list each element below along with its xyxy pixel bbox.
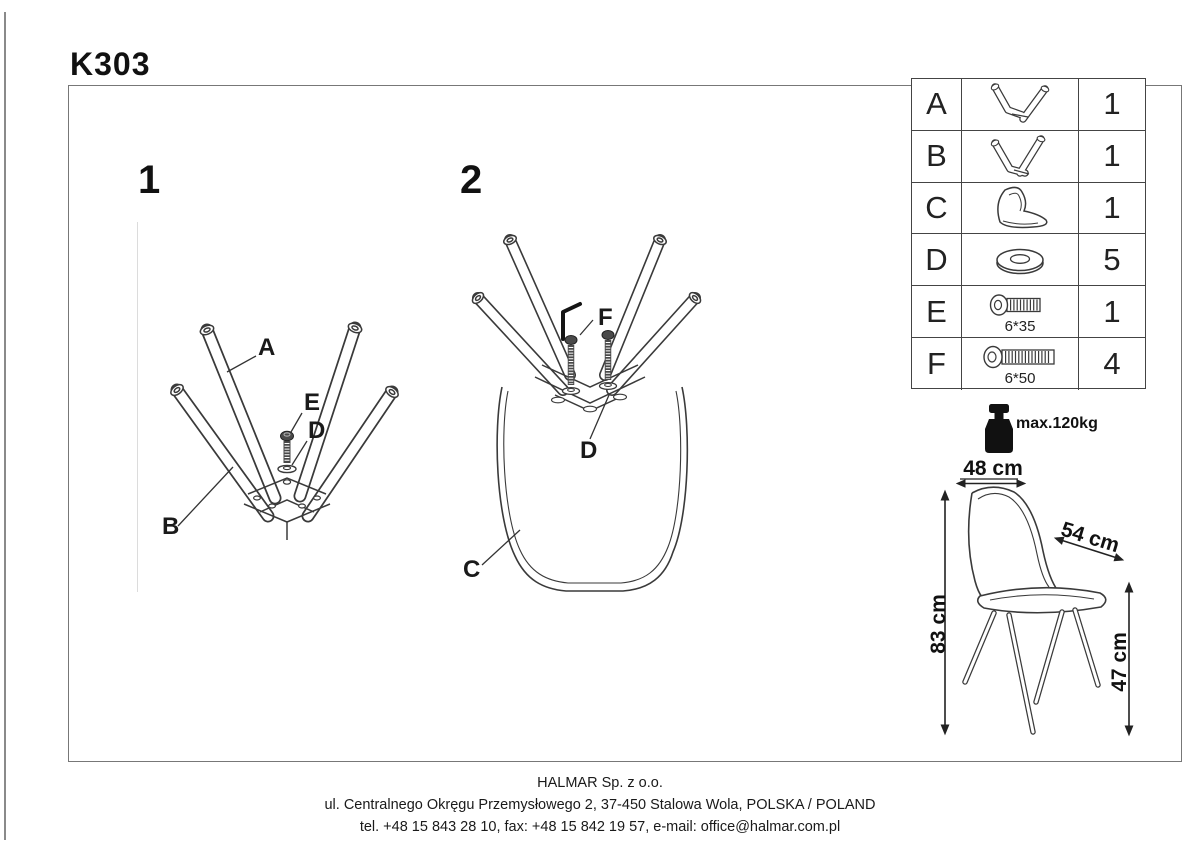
bolt-short-icon [965, 289, 1075, 321]
leg-tip-caps [470, 234, 702, 306]
washer-icon [965, 235, 1075, 285]
part-qty: 1 [1103, 86, 1121, 122]
table-cell-part-qty [1079, 286, 1145, 338]
dimension-width-label: 48 cm [963, 457, 1023, 480]
seat-shell-icon [965, 183, 1075, 233]
part-letter: E [926, 293, 947, 329]
table-cell-part-qty [1079, 183, 1145, 235]
part-qty: 1 [1103, 189, 1121, 225]
table-cell-part-letter [912, 79, 962, 131]
chair-legs-outline [965, 610, 1098, 732]
weight-limit-label: max.120kg [1016, 415, 1098, 432]
bolt-e-with-washer [278, 431, 296, 472]
front-legs-pair-icon [965, 80, 1075, 128]
footer-company: HALMAR Sp. z o.o. [537, 775, 663, 791]
part-label-e: E [304, 389, 321, 416]
bolts-f-with-washers [563, 331, 617, 395]
table-cell-part-qty [1079, 338, 1145, 390]
part-letter: B [926, 138, 947, 174]
step-1-assembly-diagram [120, 160, 420, 610]
dimension-depth-label: 54 cm [1058, 517, 1122, 558]
leg-tubes-outline [478, 240, 695, 390]
leg-tubes-fill [478, 240, 695, 390]
footer [0, 772, 1200, 838]
seat-shell-outline [497, 387, 687, 591]
chair-dimensions-diagram [930, 455, 1180, 765]
table-cell-part-icon [962, 286, 1079, 338]
leg-tubes-outline [177, 328, 392, 516]
table-cell-part-qty [1079, 234, 1145, 286]
step-2-assembly-diagram [430, 215, 760, 625]
part-letter: F [927, 345, 946, 381]
part-qty: 5 [1103, 241, 1121, 277]
part-label-f: F [598, 304, 613, 331]
part-label-b: B [162, 513, 180, 540]
table-cell-part-icon [962, 131, 1079, 183]
back-legs-pair-icon [965, 132, 1075, 180]
table-cell-part-icon [962, 338, 1079, 390]
weight-icon [984, 402, 1016, 456]
table-cell-part-icon [962, 183, 1079, 235]
part-label-d: D [580, 437, 598, 464]
table-cell-part-icon [962, 79, 1079, 131]
table-cell-part-icon [962, 234, 1079, 286]
table-cell-part-letter [912, 234, 962, 286]
page-edge-line [4, 12, 6, 840]
centre-brackets [244, 478, 330, 540]
leg-tubes-fill [177, 328, 392, 516]
bolt-size-label: 6*50 [1004, 369, 1036, 387]
bolt-size-label: 6*35 [1004, 317, 1036, 335]
part-qty: 1 [1103, 293, 1121, 329]
part-label-c: C [463, 556, 481, 583]
step-1-number: 1 [138, 158, 161, 202]
dimension-seat-height-label: 47 cm [1108, 632, 1131, 692]
part-letter: D [925, 241, 948, 277]
step-2-number: 2 [460, 158, 483, 202]
bolt-long-icon [965, 341, 1075, 373]
part-label-d: D [308, 417, 326, 444]
footer-address: ul. Centralnego Okręgu Przemysłowego 2, 37-450 Stalowa Wola, POLSKA / POLAND [324, 797, 876, 813]
chair-seat-cushion [978, 588, 1106, 613]
leg-tip-caps [169, 321, 400, 399]
part-qty: 4 [1103, 345, 1121, 381]
table-cell-part-letter [912, 338, 962, 390]
page-title: K303 [70, 46, 151, 82]
table-cell-part-qty [1079, 79, 1145, 131]
part-qty: 1 [1103, 138, 1121, 174]
table-cell-part-qty [1079, 131, 1145, 183]
part-label-a: A [258, 334, 276, 361]
footer-contact: tel. +48 15 843 28 10, fax: +48 15 842 19 57, e-mail: office@halmar.com.pl [359, 819, 841, 835]
part-letter: C [925, 189, 948, 225]
chair-backrest [969, 487, 1058, 597]
parts-table [911, 78, 1146, 389]
dimension-height-label: 83 cm [927, 594, 950, 654]
allen-key-icon [563, 304, 580, 339]
table-cell-part-letter [912, 131, 962, 183]
table-cell-part-letter [912, 286, 962, 338]
table-cell-part-letter [912, 183, 962, 235]
part-letter: A [926, 86, 947, 122]
